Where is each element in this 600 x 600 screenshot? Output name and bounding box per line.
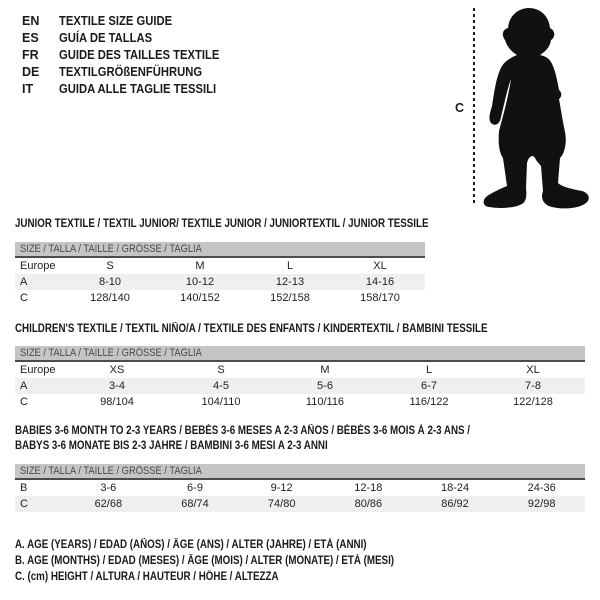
value-cell: 18-24 <box>440 482 470 494</box>
size-cell: L <box>286 260 294 272</box>
language-title: GUIDE DES TAILLES TEXTILE <box>59 48 220 62</box>
value-cell: 116/122 <box>409 396 449 408</box>
value-cell: 74/80 <box>267 498 296 510</box>
value-cell: 9-12 <box>270 482 293 494</box>
table-row <box>15 290 425 306</box>
language-code: ES <box>22 31 39 45</box>
row-label: A <box>20 380 28 392</box>
value-cell: 24-36 <box>527 482 556 494</box>
size-cell: L <box>425 364 433 376</box>
value-cell: 12-18 <box>354 482 383 494</box>
table-row <box>15 480 585 496</box>
value-cell: 3-6 <box>100 482 117 494</box>
value-cell: 6-7 <box>421 380 437 392</box>
note-line: A. AGE (YEARS) / EDAD (AÑOS) / ÂGE (ANS) / ALTER (JAHRE) / ETÀ (ANNI) <box>15 539 367 551</box>
height-label: C <box>455 101 465 115</box>
table-row <box>15 362 585 378</box>
section-title-babies: BABIES 3-6 MONTH TO 2-3 YEARS / BEBÉS 3-6 MESES A 2-3 AÑOS / BÉBÉS 3-6 MOIS À 2-3 ANS / BABYS 3-6 MONATE BIS 2-3 JAHRE / BAMBINI 3-6 MESI A 2-3 ANNI <box>15 425 471 452</box>
value-cell: 104/110 <box>201 396 241 408</box>
size-header-bar: SIZE / TALLA / TAILLE / GRÖSSE / TAGLIA <box>15 464 585 480</box>
value-cell: 12-13 <box>275 276 305 288</box>
size-cell: XS <box>109 364 125 376</box>
size-cell: M <box>320 364 330 376</box>
row-label: Europe <box>20 260 56 272</box>
value-cell: 10-12 <box>185 276 215 288</box>
row-label: A <box>20 276 28 288</box>
value-cell: 122/128 <box>513 396 553 408</box>
value-cell: 92/98 <box>527 498 556 510</box>
value-cell: 158/170 <box>360 292 400 304</box>
value-cell: 14-16 <box>365 276 395 288</box>
value-cell: 8-10 <box>98 276 122 288</box>
size-cell: XL <box>373 260 387 272</box>
value-cell: 3-4 <box>109 380 125 392</box>
language-title: TEXTILE SIZE GUIDE <box>59 14 173 28</box>
size-header-bar: SIZE / TALLA / TAILLE / GRÖSSE / TAGLIA <box>15 346 585 362</box>
language-title: GUIDA ALLE TAGLIE TESSILI <box>59 82 217 96</box>
language-code: IT <box>22 82 34 96</box>
size-cell: M <box>195 260 205 272</box>
row-label: C <box>20 292 28 304</box>
value-cell: 68/74 <box>181 498 209 510</box>
row-label: C <box>20 396 28 408</box>
value-cell: 140/152 <box>180 292 220 304</box>
baby-silhouette-icon <box>470 0 600 215</box>
language-row <box>22 13 237 30</box>
note-line: B. AGE (MONTHS) / EDAD (MESES) / ÂGE (MOIS) / ALTER (MONATE) / ETÀ (MESI) <box>15 555 395 567</box>
value-cell: 98/104 <box>100 396 134 408</box>
table-row <box>15 496 585 512</box>
table-row <box>15 394 585 410</box>
language-row <box>22 47 237 64</box>
value-cell: 86/92 <box>441 498 469 510</box>
size-table-babies <box>15 464 585 512</box>
language-title: GUÍA DE TALLAS <box>59 31 153 45</box>
value-cell: 4-5 <box>213 380 229 392</box>
language-row <box>22 64 237 81</box>
row-label: B <box>20 482 28 494</box>
value-cell: 6-9 <box>187 482 203 494</box>
section-title-junior: JUNIOR TEXTILE / TEXTIL JUNIOR/ TEXTILE JUNIOR / JUNIORTEXTIL / JUNIOR TESSILE <box>15 218 429 230</box>
size-cell: S <box>217 364 225 376</box>
language-code: FR <box>22 48 39 62</box>
size-table-children <box>15 346 585 410</box>
value-cell: 110/116 <box>305 396 345 408</box>
value-cell: 7-8 <box>525 380 541 392</box>
section-title-children: CHILDREN'S TEXTILE / TEXTIL NIÑO/A / TEXTILE DES ENFANTS / KINDERTEXTIL / BAMBINI TESSILE <box>15 323 488 335</box>
language-title: TEXTILGRÖßENFÜHRUNG <box>59 65 203 79</box>
note-line: C. (cm) HEIGHT / ALTURA / HAUTEUR / HÖHE / ALTEZZA <box>15 571 279 583</box>
language-row <box>22 81 237 98</box>
size-cell: XL <box>526 364 540 376</box>
language-code: DE <box>22 65 40 79</box>
language-code: EN <box>22 14 40 28</box>
table-row <box>15 274 425 290</box>
size-cell: S <box>106 260 114 272</box>
language-row <box>22 30 237 47</box>
row-label: C <box>20 498 28 510</box>
value-cell: 62/68 <box>94 498 123 510</box>
size-header-bar: SIZE / TALLA / TAILLE / GRÖSSE / TAGLIA <box>15 242 425 258</box>
value-cell: 5-6 <box>317 380 333 392</box>
value-cell: 128/140 <box>90 292 130 304</box>
language-title-list <box>22 13 237 98</box>
table-row <box>15 258 425 274</box>
table-row <box>15 378 585 394</box>
row-label: Europe <box>20 364 56 376</box>
footer-notes <box>15 537 461 585</box>
value-cell: 152/158 <box>270 292 310 304</box>
value-cell: 80/86 <box>354 498 383 510</box>
size-table-junior <box>15 242 425 306</box>
